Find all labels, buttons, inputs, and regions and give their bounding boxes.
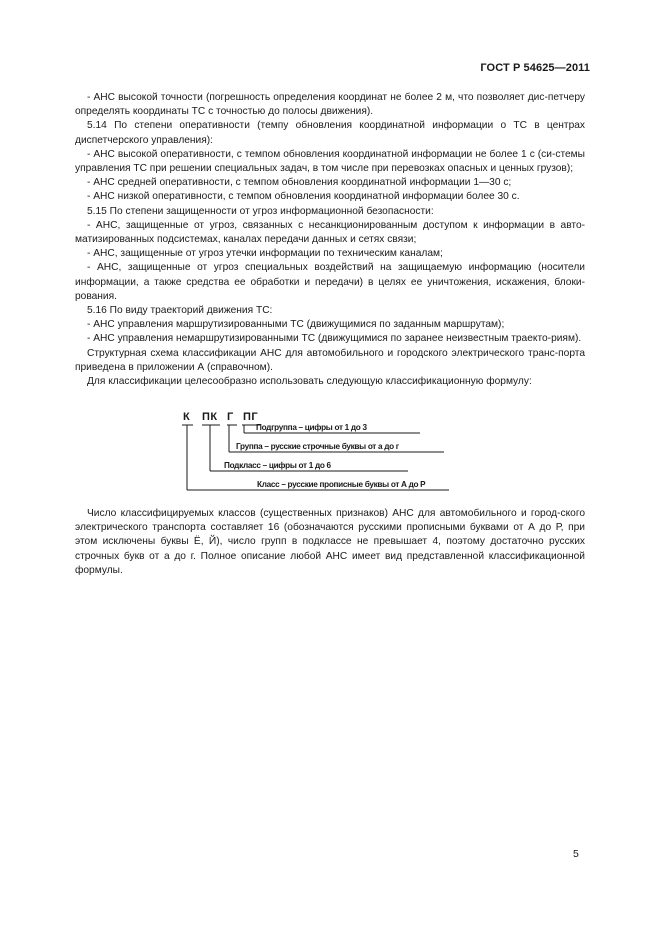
paragraph: - АНС управления маршрутизированными ТС (движущимися по заданным маршрутам); xyxy=(87,319,505,331)
paragraph: Для классификации целесообразно использовать следующую классификационную формулу: xyxy=(87,376,532,388)
label-subclass: Подкласс – цифры от 1 до 6 xyxy=(224,461,331,470)
label-class: Класс – русские прописные буквы от А до Р xyxy=(257,480,426,489)
closing-paragraph xyxy=(75,507,585,578)
body-text xyxy=(75,91,585,389)
paragraph: - АНС, защищенные от угроз, связанных с несанкционированным доступом к информации в авто-матизированных подсистемах, каналах передачи данных и сетях связи; xyxy=(75,219,585,246)
paragraph: 5.15 По степени защищенности от угроз информационной безопасности: xyxy=(87,205,434,217)
code-subclass: ПК xyxy=(202,411,218,423)
label-subgroup: Подгруппа – цифры от 1 до 3 xyxy=(256,423,367,432)
paragraph: 5.14 По степени оперативности (темпу обновления координатной информации о ТС в центрах диспетчерского управления): xyxy=(75,120,585,146)
paragraph: 5.16 По виду траекторий движения ТС: xyxy=(87,305,273,317)
paragraph: - АНС средней оперативности, с темпом обновления координатной информации 1—30 с; xyxy=(87,177,512,189)
page-number: 5 xyxy=(573,848,579,860)
paragraph: - АНС высокой точности (погрешность определения координат не более 2 м, что позволяет дис-петчеру определять координаты ТС с точностью до полосы движения). xyxy=(75,92,585,118)
paragraph: - АНС, защищенные от угроз специальных воздействий на защищаемую информацию (носители информации, а также средства ее обработки и передачи) в целях ее уничтожения, искажения, блоки-рования. xyxy=(75,262,585,302)
paragraph: Число классифицируемых классов (существенных признаков) АНС для автомобильного и город-ского электрического транспорта составляет 16 (обозначаются русскими прописными буквами от А до Р, при этом исключены буквы Ё, Й), число групп в подклассе не превышает 4, поэтому достаточно русских строчных букв от а до г. Полное описание любой АНС имеет вид представленной классификационной формулы. xyxy=(75,508,585,576)
code-class: К xyxy=(183,411,191,423)
paragraph: - АНС управления немаршрутизированными ТС (движущимися по заранее неизвестным траекто-риям). xyxy=(87,333,582,345)
label-group: Группа – русские строчные буквы от а до г xyxy=(236,442,399,451)
code-group: Г xyxy=(227,411,234,423)
paragraph: Структурная схема классификации АНС для автомобильного и городского электрического транс-порта приведена в приложении А (справочном). xyxy=(75,347,585,373)
classification-formula xyxy=(180,411,460,501)
code-subgroup: ПГ xyxy=(243,411,259,423)
paragraph: - АНС низкой оперативности, с темпом обновления координатной информации более 30 с. xyxy=(87,191,520,203)
document-header: ГОСТ Р 54625—2011 xyxy=(480,62,590,74)
paragraph: - АНС высокой оперативности, с темпом обновления координатной информации не более 1 с (си-стемы управления ТС при решении специальных задач, в том числе при перевозках опасных и ценных грузов); xyxy=(75,148,585,175)
paragraph: - АНС, защищенные от угроз утечки информации по техническим каналам; xyxy=(87,248,443,260)
